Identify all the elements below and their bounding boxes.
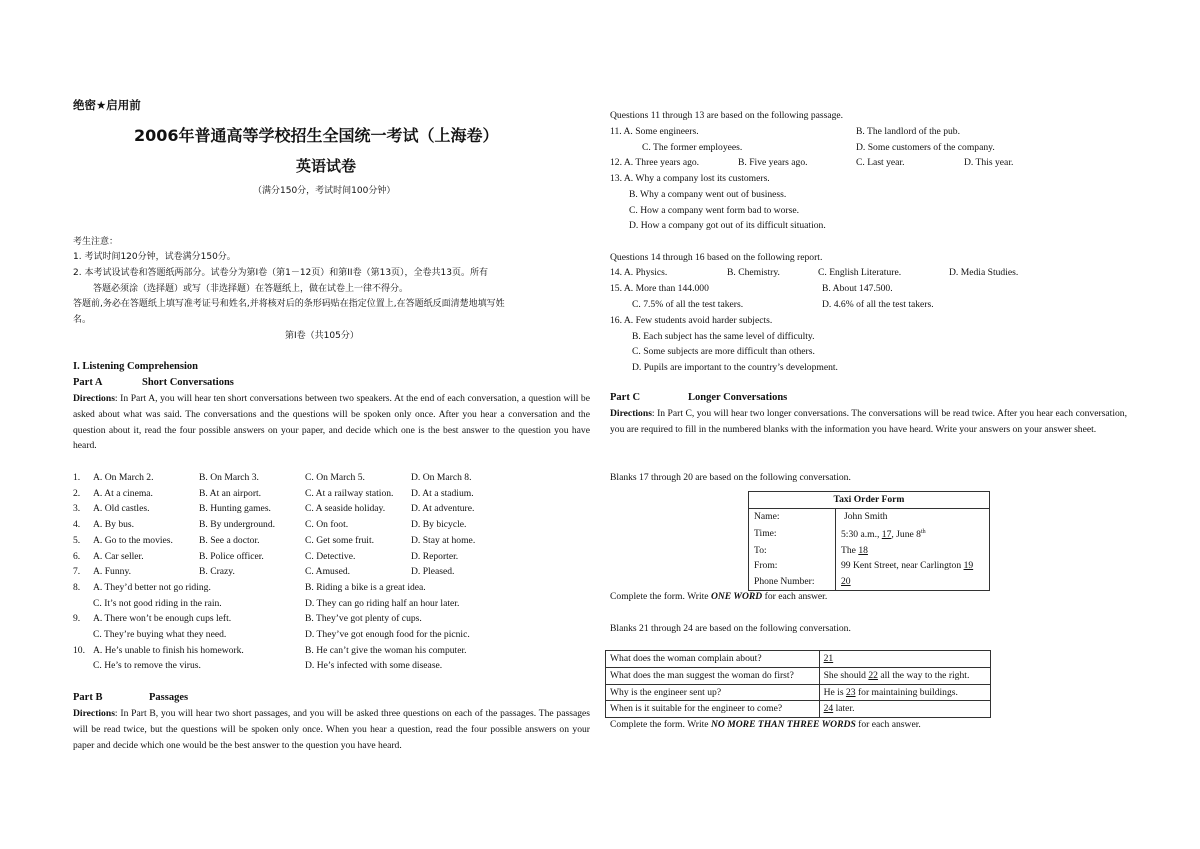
option-b: B. By underground.: [199, 519, 276, 531]
taxi-form-title: Taxi Order Form: [749, 492, 990, 509]
part-a-title: Short Conversations: [142, 377, 234, 388]
question-cell: What does the woman complain about?: [606, 651, 820, 668]
notice-line-3a: 答题前,务必在答题纸上填写准考证号和姓名,并将核对后的条形码贴在指定位置上,在答题纸反面清楚地填写姓: [73, 299, 505, 309]
option-b: B. He can’t give the woman his computer.: [305, 644, 467, 656]
blank-18: 18: [858, 544, 868, 556]
option-a: A. Funny.: [93, 566, 132, 578]
question-number: 4.: [73, 519, 81, 531]
blanks-17-20-intro: Blanks 17 through 20 are based on the following conversation.: [610, 472, 851, 483]
blank-19: 19: [963, 560, 974, 572]
question-number: 5.: [73, 534, 81, 546]
q16-option-d: D. Pupils are important to the country’s development.: [632, 362, 838, 373]
q14-option-d: D. Media Studies.: [949, 267, 1019, 278]
notice-line-1: 1. 考试时间120分钟，试卷满分150分。: [73, 252, 236, 262]
question-number: 1.: [73, 472, 81, 483]
part-a-directions: [73, 391, 590, 454]
blank-17: 17: [881, 528, 892, 540]
option-b: B. They’ve got plenty of cups.: [305, 613, 422, 625]
question-number: 7.: [73, 566, 81, 578]
option-c: C. A seaside holiday.: [305, 503, 386, 515]
q13-option-d: D. How a company got out of its difficult situation.: [629, 220, 826, 231]
exam-title: 2006年普通高等学校招生全国统一考试（上海卷）: [134, 126, 499, 145]
directions-label: Directions: [73, 393, 115, 404]
option-c: C. Amused.: [305, 566, 351, 578]
part-c-title: Longer Conversations: [688, 392, 788, 403]
q11-option-b: B. The landlord of the pub.: [856, 126, 961, 137]
question-number: 6.: [73, 550, 81, 562]
option-a: A. He’s unable to finish his homework.: [93, 644, 244, 656]
complete-form-note-2: Complete the form. Write NO MORE THAN THREE WORDS for each answer.: [610, 719, 921, 730]
taxi-to-key: To:: [749, 543, 836, 559]
taxi-from-key: From:: [749, 558, 836, 574]
question-cell: Why is the engineer sent up?: [606, 684, 820, 701]
option-a: A. They’d better not go riding.: [93, 581, 211, 593]
blank-23: 23: [845, 686, 856, 698]
q16-option-c: C. Some subjects are more difficult than others.: [632, 346, 815, 357]
option-c: C. On March 5.: [305, 472, 365, 483]
q15-option-a: 15. A. More than 144.000: [610, 283, 709, 294]
option-d: D. He’s infected with some disease.: [305, 660, 443, 672]
table-row: [606, 701, 991, 718]
volume-label: 第I卷（共105分）: [285, 331, 359, 341]
q11-13-intro: Questions 11 through 13 are based on the following passage.: [610, 110, 844, 121]
q14-option-c: C. English Literature.: [818, 267, 902, 278]
q12-option-a: 12. A. Three years ago.: [610, 157, 700, 168]
taxi-name-value: John Smith: [844, 510, 888, 522]
score-note: （满分150分，考试时间100分钟）: [253, 186, 396, 196]
taxi-time-value: 5:30 a.m., 17, June 8th: [841, 528, 926, 540]
q12-option-d: D. This year.: [964, 157, 1014, 168]
option-d: D. Reporter.: [411, 550, 459, 562]
directions-label: Directions: [610, 408, 652, 419]
taxi-name-key: Name:: [749, 508, 836, 524]
option-a: A. Go to the movies.: [93, 534, 173, 546]
taxi-phone-key: Phone Number:: [749, 574, 836, 590]
notice-line-2a: 2. 本考试设试卷和答题纸两部分。试卷分为第I卷（第1－12页）和第II卷（第13页），全卷共13页。所有: [73, 268, 488, 278]
option-c: C. He’s to remove the virus.: [93, 660, 201, 672]
question-number: 10.: [73, 644, 85, 656]
option-c: C. They’re buying what they need.: [93, 629, 227, 640]
option-c: C. At a railway station.: [305, 487, 394, 499]
answer-cell: He is 23 for maintaining buildings.: [819, 684, 990, 701]
question-cell: When is it suitable for the engineer to come?: [606, 701, 820, 718]
option-a: A. By bus.: [93, 519, 135, 531]
taxi-order-form: [748, 491, 990, 591]
part-a-directions-text: : In Part A, you will hear ten short conversations between two speakers. At the end of each conversation, a question will be asked about what was said. The conversations and the questions will be spoken only once. After you hear a conversation and the question about it, read the four possible answers on your paper, and decide which one is the best answer to the question you have heard.: [73, 393, 590, 452]
part-b-label: Part B: [73, 692, 103, 703]
option-c: C. On foot.: [305, 519, 349, 531]
blank-20: 20: [841, 576, 851, 588]
option-b: B. Hunting games.: [199, 503, 271, 515]
section-title: I. Listening Comprehension: [73, 361, 198, 372]
option-d: D. At adventure.: [411, 503, 475, 515]
option-a: A. Car seller.: [93, 550, 144, 562]
blanks-21-24-intro: Blanks 21 through 24 are based on the following conversation.: [610, 623, 851, 634]
q12-option-b: B. Five years ago.: [738, 157, 808, 168]
part-c-label: Part C: [610, 392, 641, 403]
q11-option-d: D. Some customers of the company.: [856, 142, 995, 153]
option-d: D. Stay at home.: [411, 534, 476, 546]
q14-option-b: B. Chemistry.: [727, 267, 780, 278]
option-d: D. By bicycle.: [411, 519, 467, 531]
q13-option-c: C. How a company went form bad to worse.: [629, 205, 799, 216]
option-b: B. Crazy.: [199, 566, 235, 578]
option-d: D. Pleased.: [411, 566, 455, 578]
taxi-from-value: 99 Kent Street, near Carlington 19: [841, 560, 974, 572]
q14-option-a: 14. A. Physics.: [610, 267, 668, 278]
q13-option-a: 13. A. Why a company lost its customers.: [610, 173, 770, 184]
option-d: D. On March 8.: [411, 472, 472, 483]
question-number: 9.: [73, 613, 81, 625]
taxi-time-key: Time:: [749, 525, 836, 543]
answer-cell: [819, 651, 990, 668]
part-b-directions-text: : In Part B, you will hear two short passages, and you will be asked three questions on each of the passages. The passages will be read twice, but the questions will be spoken only once. When you hear a question, read the four possible answers on your paper and decide which one would be the best answer to the question you have heard.: [73, 708, 590, 751]
answer-cell: She should 22 all the way to the right.: [819, 667, 990, 684]
question-number: 2.: [73, 487, 81, 499]
part-c-directions: [610, 406, 1127, 438]
q13-option-b: B. Why a company went out of business.: [629, 189, 787, 200]
option-d: D. At a stadium.: [411, 487, 474, 499]
question-table: [605, 650, 991, 718]
option-b: B. At an airport.: [199, 487, 262, 499]
table-row: [606, 667, 991, 684]
secret-label: 绝密★启用前: [73, 98, 141, 112]
option-b: B. Riding a bike is a great idea.: [305, 581, 426, 593]
taxi-to-value: The 18: [841, 544, 868, 556]
table-row: [606, 684, 991, 701]
q15-option-d: D. 4.6% of all the test takers.: [822, 299, 934, 310]
q15-option-c: C. 7.5% of all the test takers.: [632, 299, 744, 310]
blank-22: 22: [868, 669, 878, 681]
option-d: D. They can go riding half an hour later.: [305, 597, 460, 609]
complete-form-note-1: Complete the form. Write ONE WORD for each answer.: [610, 591, 828, 602]
option-a: A. Old castles.: [93, 503, 150, 515]
q14-16-intro: Questions 14 through 16 based on the following report.: [610, 252, 823, 263]
option-b: B. On March 3.: [199, 472, 259, 483]
taxi-phone-value: [836, 574, 990, 590]
q11-option-c: C. The former employees.: [642, 142, 743, 153]
part-b-title: Passages: [149, 692, 189, 703]
directions-label: Directions: [73, 708, 115, 719]
blank-24: 24: [823, 703, 834, 715]
exam-subtitle: 英语试卷: [296, 157, 357, 175]
question-cell: What does the man suggest the woman do first?: [606, 667, 820, 684]
q16-option-b: B. Each subject has the same level of difficulty.: [632, 331, 815, 342]
q16-option-a: 16. A. Few students avoid harder subjects.: [610, 315, 773, 326]
part-a-label: Part A: [73, 377, 103, 388]
q15-option-b: B. About 147.500.: [822, 283, 893, 294]
q11-option-a: 11. A. Some engineers.: [610, 126, 699, 137]
table-row: [606, 651, 991, 668]
option-c: C. It’s not good riding in the rain.: [93, 597, 222, 609]
option-b: B. Police officer.: [199, 550, 264, 562]
notice-heading: 考生注意：: [73, 237, 119, 247]
option-a: A. There won’t be enough cups left.: [93, 613, 232, 625]
blank-21: 21: [823, 653, 834, 664]
option-c: C. Detective.: [305, 550, 356, 562]
notice-line-2b: 答题必须涂（选择题）或写（非选择题）在答题纸上，做在试卷上一律不得分。: [93, 284, 409, 294]
answer-cell: 24 later.: [819, 701, 990, 718]
question-number: 3.: [73, 503, 81, 515]
q12-option-c: C. Last year.: [856, 157, 905, 168]
option-b: B. See a doctor.: [199, 534, 260, 546]
part-c-directions-text: : In Part C, you will hear two longer conversations. The conversations will be read twice. After you hear each conversation, you are required to fill in the numbered blanks with the information you have heard. Write your answers on your answer sheet.: [610, 408, 1127, 435]
option-a: A. At a cinema.: [93, 487, 153, 499]
part-b-directions: [73, 706, 590, 753]
question-number: 8.: [73, 581, 81, 593]
option-d: D. They’ve got enough food for the picnic.: [305, 629, 470, 640]
option-a: A. On March 2.: [93, 472, 154, 483]
notice-line-3b: 名。: [73, 315, 92, 325]
option-c: C. Get some fruit.: [305, 534, 375, 546]
